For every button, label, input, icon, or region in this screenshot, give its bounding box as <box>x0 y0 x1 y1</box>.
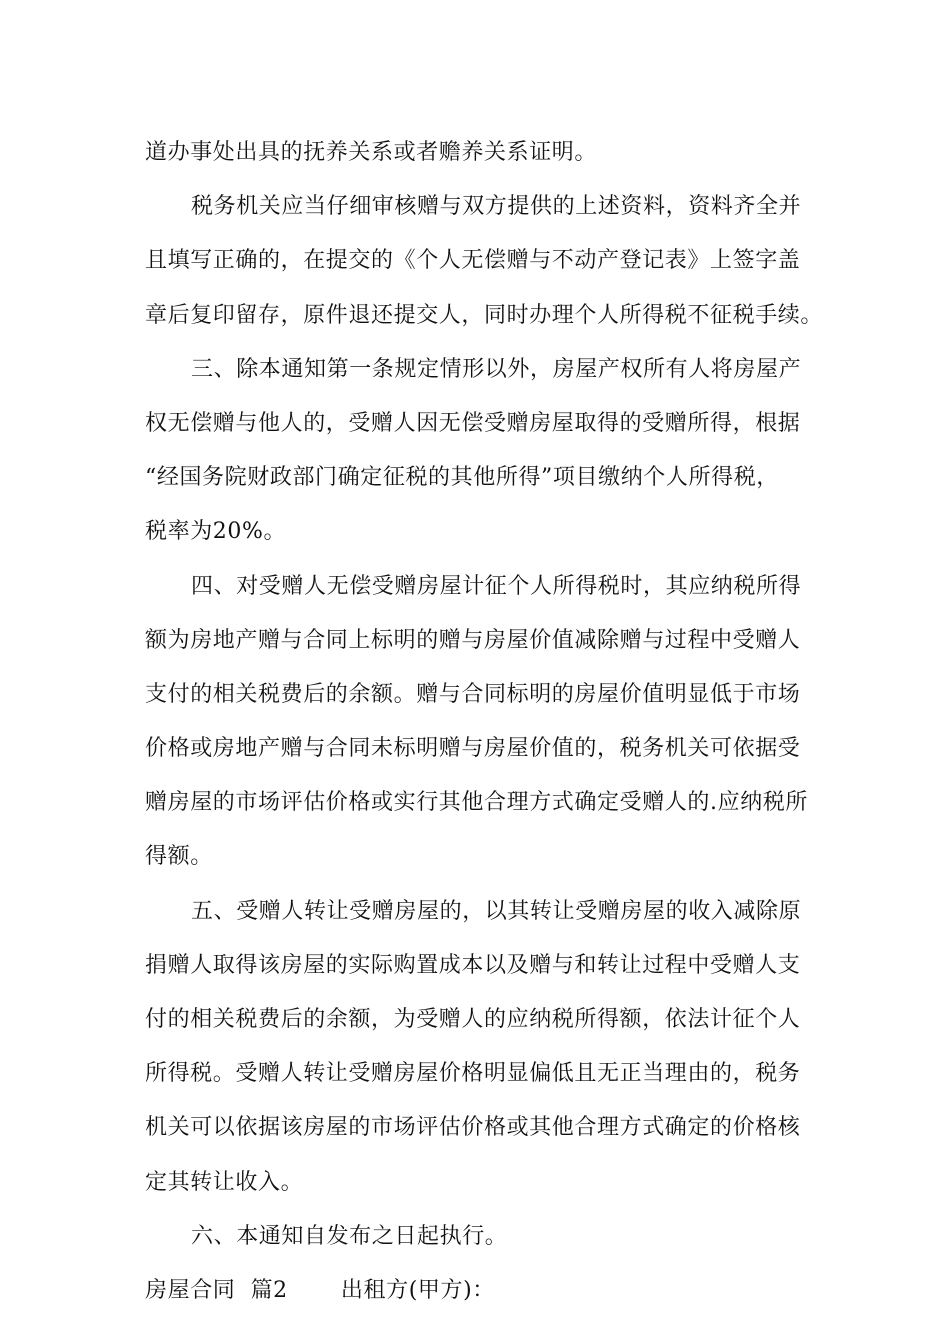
text-line: 章后复印留存，原件退还提交人，同时办理个人所得税不征税手续。 <box>145 302 824 328</box>
paragraph-start-line: 五、受赠人转让受赠房屋的，以其转让受赠房屋的收入减除原 <box>191 898 802 924</box>
text-line: 税率为20%。 <box>145 519 287 545</box>
text-line: 价格或房地产赠与合同未标明赠与房屋价值的，税务机关可依据受 <box>145 736 801 762</box>
text-line: 支付的相关税费后的余额。赠与合同标明的房屋价值明显低于市场 <box>145 681 801 707</box>
text-line: 额为房地产赠与合同上标明的赠与房屋价值减除赠与过程中受赠人 <box>145 627 801 653</box>
document-body <box>145 130 824 1322</box>
text-line: 定其转让收入。 <box>145 1169 304 1195</box>
text-line: 付的相关税费后的余额，为受赠人的应纳税所得额，依法计征个人 <box>145 1007 801 1032</box>
text-line: 捐赠人取得该房屋的实际购置成本以及赠与和转让过程中受赠人支 <box>145 952 801 978</box>
text-line: 得额。 <box>145 844 213 870</box>
text-line: “经国务院财政部门确定征税的其他所得”项目缴纳个人所得税， <box>145 465 779 491</box>
paragraph-start-line: 四、对受赠人无偿受赠房屋计征个人所得税时，其应纳税所得 <box>191 573 802 599</box>
paragraph-start-line: 六、本通知自发布之日起执行。 <box>191 1223 508 1249</box>
contract-heading-line: 房屋合同 篇2 出租方(甲方)： <box>145 1277 495 1303</box>
text-line: 道办事处出具的抚养关系或者赡养关系证明。 <box>145 140 598 165</box>
paragraph-start-line: 三、除本通知第一条规定情形以外，房屋产权所有人将房屋产 <box>191 356 802 382</box>
text-line: 权无偿赠与他人的，受赠人因无偿受赠房屋取得的受赠所得，根据 <box>145 410 801 436</box>
text-line: 所得税。受赠人转让受赠房屋价格明显偏低且无正当理由的，税务 <box>145 1061 801 1087</box>
text-line: 且填写正确的，在提交的《个人无偿赠与不动产登记表》上签字盖 <box>145 248 801 274</box>
text-line: 赠房屋的市场评估价格或实行其他合理方式确定受赠人的.应纳税所 <box>145 790 808 816</box>
paragraph-start-line: 税务机关应当仔细审核赠与双方提供的上述资料，资料齐全并 <box>191 194 802 220</box>
text-line: 机关可以依据该房屋的市场评估价格或其他合理方式确定的价格核 <box>145 1115 801 1141</box>
